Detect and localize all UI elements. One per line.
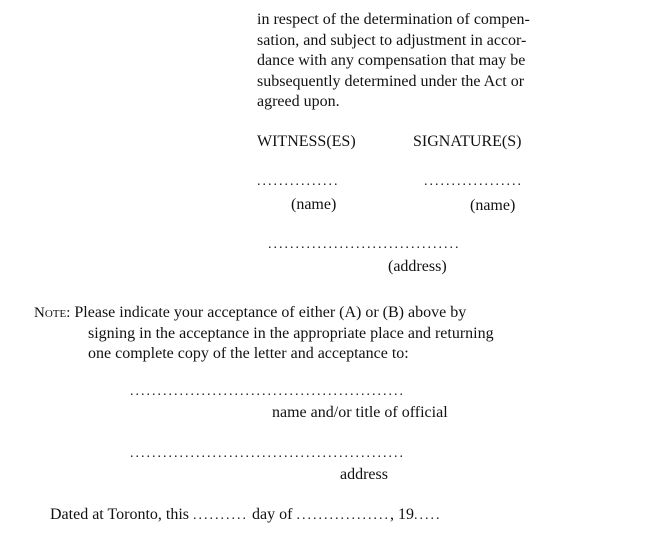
witness-signature-line: ............... [257, 174, 340, 189]
paragraph-line: dance with any compensation that may be [257, 52, 526, 69]
year-blank: ..... [413, 508, 442, 523]
note-line: signing in the acceptance in the appropriate place and returning [88, 324, 494, 342]
signature-name-label: (name) [470, 197, 516, 214]
signature-line: .................. [424, 174, 523, 189]
paragraph-line: sation, and subject to adjustment in accor- [257, 31, 527, 49]
day-blank: .......... [193, 508, 249, 523]
dated-line [50, 506, 441, 524]
note-label: Note: [34, 305, 71, 321]
signatory-address-label: (address) [388, 258, 447, 275]
signatory-address-line: ................................... [268, 237, 461, 252]
note-line: one complete copy of the letter and acceptance to: [88, 345, 409, 362]
note-line: Please indicate your acceptance of either (A) or (B) above by [74, 304, 467, 321]
official-name-line: .................................................. [130, 384, 405, 399]
paragraph-line: agreed upon. [257, 93, 340, 110]
paragraph-line: in respect of the determination of compen- [257, 11, 530, 28]
month-blank: ................. [296, 508, 390, 523]
official-name-label: name and/or title of official [272, 404, 448, 421]
dated-prefix: Dated at Toronto, this [50, 506, 190, 523]
day-of-text: day of [252, 506, 293, 523]
signature-heading: SIGNATURE(S) [413, 133, 522, 150]
compensation-paragraph [257, 10, 597, 113]
official-address-line: .................................................. [130, 446, 405, 461]
witness-name-label: (name) [291, 196, 337, 213]
note-block [34, 303, 494, 365]
official-address-label: address [340, 466, 388, 483]
witness-heading: WITNESS(ES) [257, 133, 356, 150]
paragraph-line: subsequently determined under the Act or [257, 72, 525, 90]
year-prefix: , 19 [389, 506, 414, 523]
